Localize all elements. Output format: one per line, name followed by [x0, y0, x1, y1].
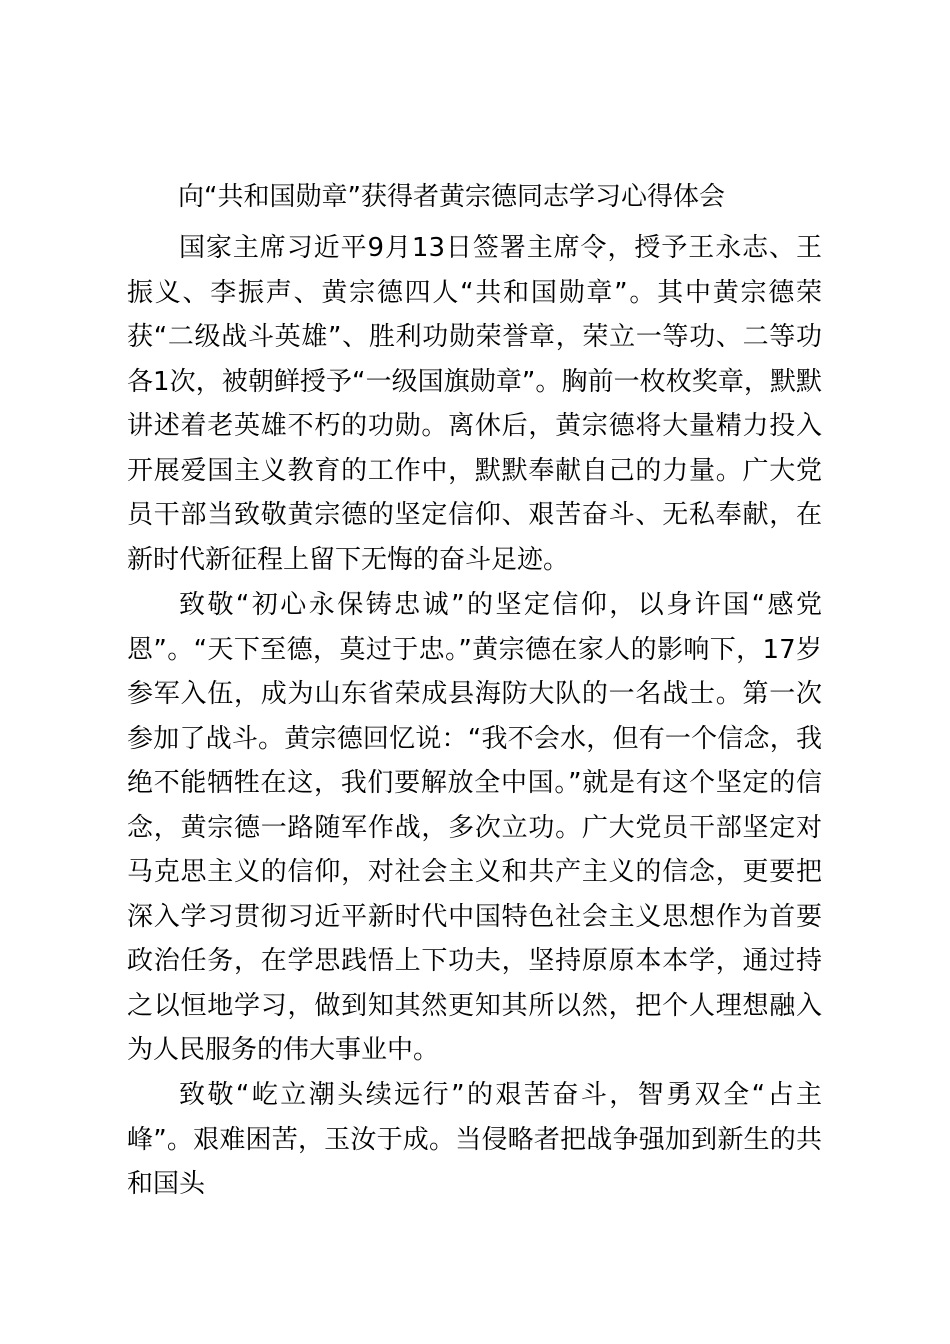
paragraph-2: 致敬“初心永保铸忠诚”的坚定信仰，以身许国“感党恩”。“天下至德，莫过于忠。”黄宗德在家人的影响下，17岁参军入伍，成为山东省荣成县海防大队的一名战士。第一次参加了战斗。黄宗德回忆说：“我不会水，但有一个信念，我绝不能牺牲在这，我们要解放全中国。”就是有这个坚定的信念，黄宗德一路随军作战，多次立功。广大党员干部坚定对马克思主义的信仰，对社会主义和共产主义的信念，更要把深入学习贯彻习近平新时代中国特色社会主义思想作为首要政治任务，在学思践悟上下功夫，坚持原原本本学，通过持之以恒地学习，做到知其然更知其所以然，把个人理想融入为人民服务的伟大事业中。	[127, 590, 822, 1065]
document-title: 向“共和国勋章”获得者黄宗德同志学习心得体会	[178, 182, 725, 212]
paragraph-3: 致敬“屹立潮头续远行”的艰苦奋斗，智勇双全“占主峰”。艰难困苦，玉汝于成。当侵略者把战争强加到新生的共和国头	[127, 1080, 822, 1199]
paragraph-1: 国家主席习近平9月13日签署主席令，授予王永志、王振义、李振声、黄宗德四人“共和国勋章”。其中黄宗德荣获“二级战斗英雄”、胜利功勋荣誉章，荣立一等功、二等功各1次，被朝鲜授予“一级国旗勋章”。胸前一枚枚奖章，默默讲述着老英雄不朽的功勋。离休后，黄宗德将大量精力投入开展爱国主义教育的工作中，默默奉献自己的力量。广大党员干部当致敬黄宗德的坚定信仰、艰苦奋斗、无私奉献，在新时代新征程上留下无悔的奋斗足迹。	[127, 233, 822, 575]
